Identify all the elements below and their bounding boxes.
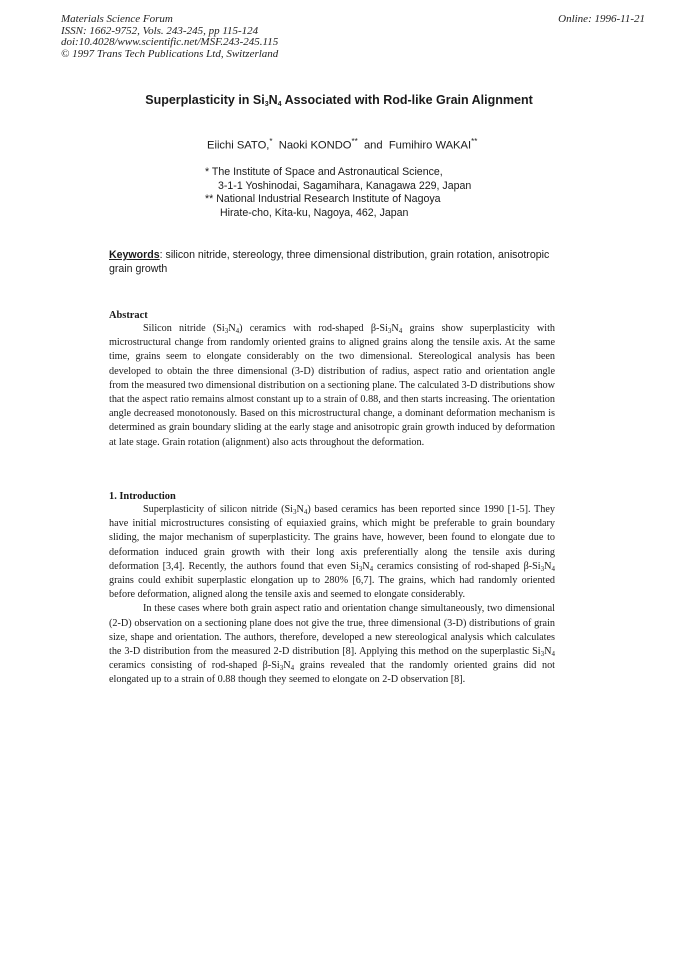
- affiliation-line: 3-1-1 Yoshinodai, Sagamihara, Kanagawa 229, Japan: [218, 179, 472, 192]
- author-list: Eiichi SATO,* Naoki KONDO** and Fumihiro WAKAI**: [207, 137, 478, 152]
- introduction-paragraph: In these cases where both grain aspect ratio and orientation change simultaneously, two dimensional (2-D) observation on a sectioning plane does not give the true, three dimensional (3-D) distributions of grain size, shape and orientation. The authors, therefore, developed a new stereological analysis which calculates the 3-D distribution from the measured 2-D distribution [8]. Applying this method on the superplastic $Si_3N_4$ ceramics consisting of rod-shaped $\beta-Si_3N_4$ grains revealed that the randomly oriented grains did not elongated up to a strain of 0.88 though they seemed to elongate on 2-D observation [8].: [109, 603, 555, 686]
- keywords: [109, 248, 569, 276]
- affiliation-line: ** National Industrial Research Institute of Nagoya: [205, 193, 441, 206]
- affiliation-line: * The Institute of Space and Astronautical Science,: [205, 166, 443, 178]
- paper-title: Superplasticity in $Si_3N_4$ Associated with Rod-like Grain Alignment: [145, 93, 533, 108]
- abstract-paragraph: Silicon nitride $(Si_3N_4)$ ceramics with rod-shaped $\beta-Si_3N_4$ grains show superplasticity with microstructural change from randomly oriented grains to aligned grains along the tensile axis. At the same time, grains seem to elongate considerably on the two dimensional. Stereological analysis has been developed to obtain the three dimensional (3-D) distribution of radius, aspect ratio and orientation angle from the measured two dimensional distribution on a sectioning plane. The calculated 3-D distributions show that the aspect ratio remains almost constant up to a strain of 0.88, and then starts increasing. The orientation angle decreased monotonously. Based on this microstructural change, a dominant deformation mechanism is determined as grain boundary sliding at the early stage and anisotropic grain growth induced by deformation at late stage. Grain rotation (alignment) also acts throughout the deformation.: [109, 323, 555, 448]
- issn-line: ISSN: 1662-9752, Vols. 243-245, pp 115-124: [61, 24, 259, 37]
- introduction-paragraph: Superplasticity of silicon nitride $(Si_3N_4)$ based ceramics has been reported since 1990 [1-5]. They have initial microstructures consisting of equiaxied grains, which might be preferable to grain boundary sliding, the major mechanism of superplasticity. The grains have, however, been found to elongate due to deformation induced grain growth with their long axis preferentially along the tensile axis during deformation [3,4]. Recently, the authors found that even $Si_3N_4$ ceramics consisting of rod-shaped $\beta-Si_3N_4$ grains could exhibit superplastic elongation up to 280% [6,7]. The grains, which had randomly oriented before deformation, aligned along the tensile axis and seemed to elongate considerably.: [109, 504, 555, 601]
- affiliations: [205, 166, 471, 220]
- online-date: Online: 1996-11-21: [558, 13, 645, 25]
- doi-line[interactable]: doi:10.4028/www.scientific.net/MSF.243-245.115: [61, 36, 279, 48]
- copyright-line: © 1997 Trans Tech Publications Ltd, Switzerland: [61, 47, 279, 60]
- author-wakai: Fumihiro WAKAI: [388, 139, 472, 152]
- author-kondo: Naoki KONDO: [278, 139, 352, 152]
- abstract-section: [109, 309, 555, 450]
- publication-header: [61, 14, 391, 60]
- introduction-heading: 1. Introduction: [109, 491, 176, 502]
- abstract-heading: Abstract: [109, 310, 148, 321]
- author-sato: Eiichi SATO,: [207, 139, 270, 152]
- keywords-label: Keywords: [109, 249, 160, 261]
- affiliation-line: Hirate-cho, Kita-ku, Nagoya, 462, Japan: [220, 206, 409, 219]
- journal-name: Materials Science Forum: [61, 13, 173, 25]
- introduction-section: [109, 490, 555, 688]
- keywords-text: : silicon nitride, stereology, three dimensional distribution, grain rotation, anisotropic grain growth: [109, 249, 550, 275]
